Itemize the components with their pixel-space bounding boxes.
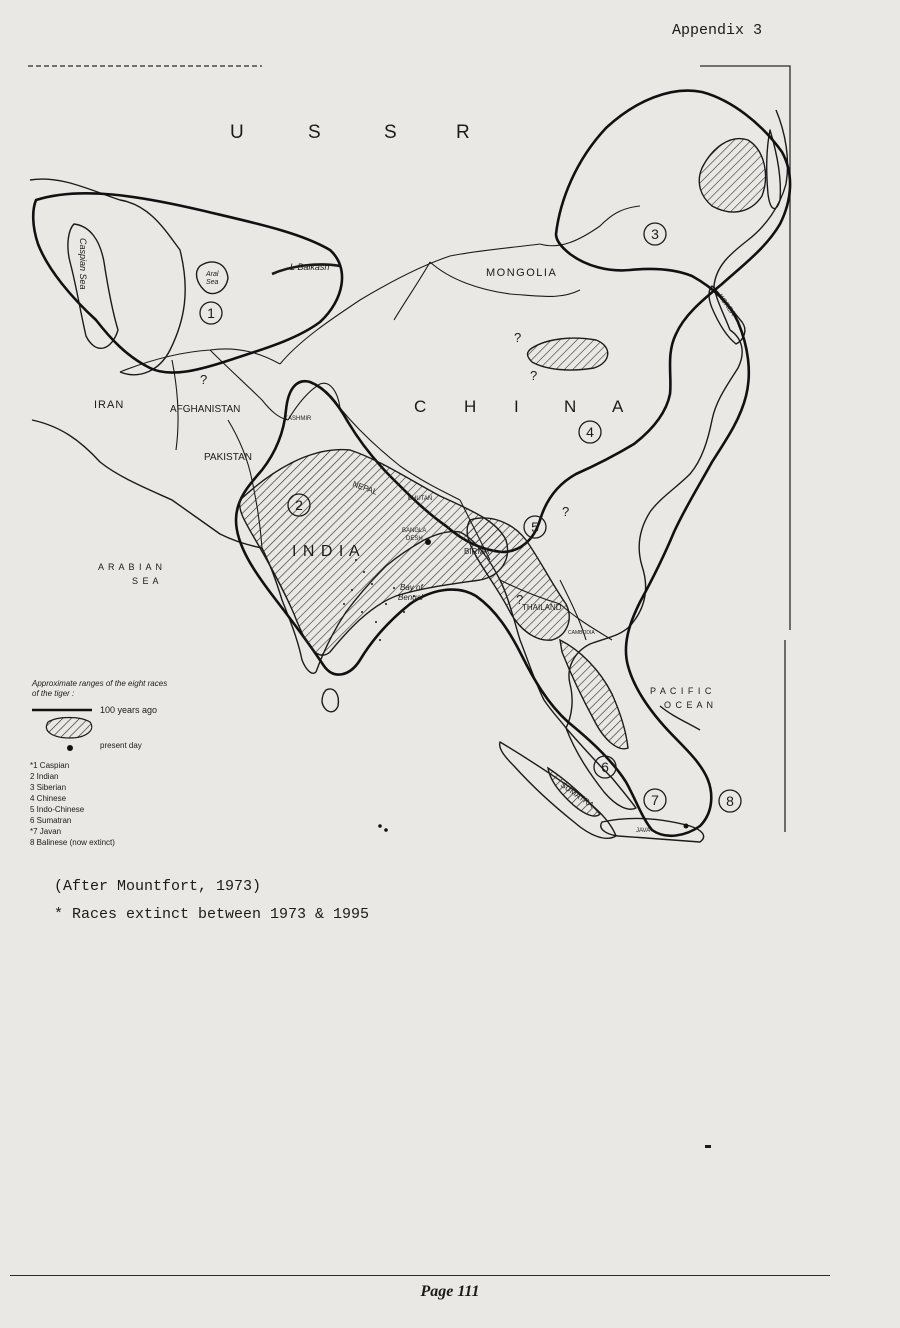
- unknown-marker-thailand: ?: [516, 592, 524, 607]
- svg-text:4: 4: [586, 424, 594, 440]
- sumatra-outline: [500, 742, 616, 838]
- ussr-label-group: [230, 122, 472, 143]
- legend-title-2: of the tiger :: [32, 689, 75, 698]
- race-marker-1: [200, 302, 222, 324]
- china-label-group: [414, 397, 624, 416]
- unknown-marker-china: ?: [530, 368, 538, 383]
- china-letter-c: C: [414, 397, 427, 416]
- race-marker-4: [579, 421, 601, 443]
- legend-100-years: 100 years ago: [100, 705, 158, 715]
- aral-label-1: Aral: [206, 271, 219, 278]
- page-number: Page 111: [420, 1283, 480, 1300]
- unknown-marker-mongolia: ?: [514, 330, 522, 345]
- svg-text:5: 5: [531, 519, 539, 535]
- legend-race-6: 6 Sumatran: [30, 816, 72, 825]
- svg-text:3: 3: [651, 226, 659, 242]
- ussr-letter-r: R: [456, 122, 472, 143]
- sri-lanka-outline: [322, 689, 338, 712]
- india-label: I N D I A: [292, 543, 361, 560]
- legend-dot: [67, 745, 73, 751]
- bay-of-bengal-label-1: Bay of: [400, 583, 423, 592]
- arabian-sea-label-2: S E A: [132, 576, 160, 586]
- appendix-heading: Appendix 3: [671, 22, 762, 39]
- legend-title-1: Approximate ranges of the eight races: [32, 679, 168, 688]
- ussr-letter-u: U: [230, 122, 246, 143]
- svg-text:1: 1: [207, 305, 215, 321]
- pacific-ocean-label-1: P A C I F I C: [650, 686, 713, 696]
- balkash-label: L Balkash: [290, 262, 330, 272]
- legend-race-4: 4 Chinese: [30, 794, 67, 803]
- china-letter-a: A: [612, 397, 624, 416]
- source-caption: (After Mountfort, 1973): [54, 878, 262, 895]
- mongolia-label: MONGOLIA: [486, 267, 558, 279]
- race-marker-3: [644, 223, 666, 245]
- map-legend: [30, 679, 167, 847]
- svg-text:7: 7: [651, 792, 659, 808]
- bhutan-label: BHUTAN: [408, 496, 433, 502]
- java-label: JAVA: [636, 828, 651, 834]
- pakistan-label: PAKISTAN: [204, 452, 252, 463]
- ussr-letter-s2: S: [384, 122, 399, 143]
- legend-race-5: 5 Indo-Chinese: [30, 805, 85, 814]
- korea-label: KOREA: [716, 293, 737, 318]
- hatch-china: [528, 338, 608, 370]
- race-marker-7: [644, 789, 666, 811]
- burma-label: BIRMA: [464, 547, 490, 556]
- range-100-years-ago: [33, 91, 790, 836]
- cambodia-label: CAMBODIA: [568, 630, 595, 636]
- svg-text:8: 8: [726, 793, 734, 809]
- caspian-sea-outline: [68, 224, 118, 348]
- nepal-label: NEPAL: [351, 479, 379, 497]
- legend-race-7: *7 Javan: [30, 827, 62, 836]
- bay-of-bengal-label-2: Bengal: [398, 593, 423, 602]
- iran-label: IRAN: [94, 399, 125, 411]
- unknown-marker-afghan: ?: [200, 372, 208, 387]
- unknown-marker-south-china: ?: [562, 504, 570, 519]
- legend-present-day: present day: [100, 741, 142, 750]
- china-letter-i: I: [514, 397, 519, 416]
- pacific-ocean-label-2: O C E A N: [664, 700, 715, 710]
- arabian-sea-label-1: A R A B I A N: [98, 562, 164, 572]
- sumatra-label: SUMATRA: [558, 780, 596, 810]
- afghanistan-label: AFGHANISTAN: [170, 404, 241, 415]
- legend-hatch-swatch: [46, 718, 91, 739]
- legend-race-3: 3 Siberian: [30, 783, 67, 792]
- aral-label-2: Sea: [206, 279, 219, 286]
- korea-outline: [709, 286, 745, 344]
- coastlines: [30, 110, 788, 842]
- china-letter-n: N: [564, 397, 577, 416]
- svg-text:6: 6: [601, 759, 609, 775]
- legend-race-list: [30, 761, 115, 847]
- extinct-note: * Races extinct between 1973 & 1995: [54, 906, 370, 923]
- legend-race-8: 8 Balinese (now extinct): [30, 838, 115, 847]
- race-marker-5: [524, 516, 546, 538]
- race-marker-6: [594, 756, 616, 778]
- stray-marks: [705, 1145, 711, 1148]
- bangladesh-label-1: BANGLA: [402, 528, 427, 534]
- race-marker-8: [719, 790, 741, 812]
- svg-text:2: 2: [295, 497, 303, 513]
- legend-race-2: 2 Indian: [30, 772, 59, 781]
- legend-race-1: *1 Caspian: [30, 761, 70, 770]
- bangladesh-label-2: DESH: [406, 536, 423, 542]
- ussr-letter-s1: S: [308, 122, 323, 143]
- caspian-sea-label: Caspian Sea: [78, 238, 88, 290]
- thailand-label: THAILAND: [522, 603, 562, 612]
- hatch-siberia: [699, 139, 765, 212]
- china-letter-h: H: [464, 397, 477, 416]
- kashmir-label: KASHMIR: [284, 416, 312, 422]
